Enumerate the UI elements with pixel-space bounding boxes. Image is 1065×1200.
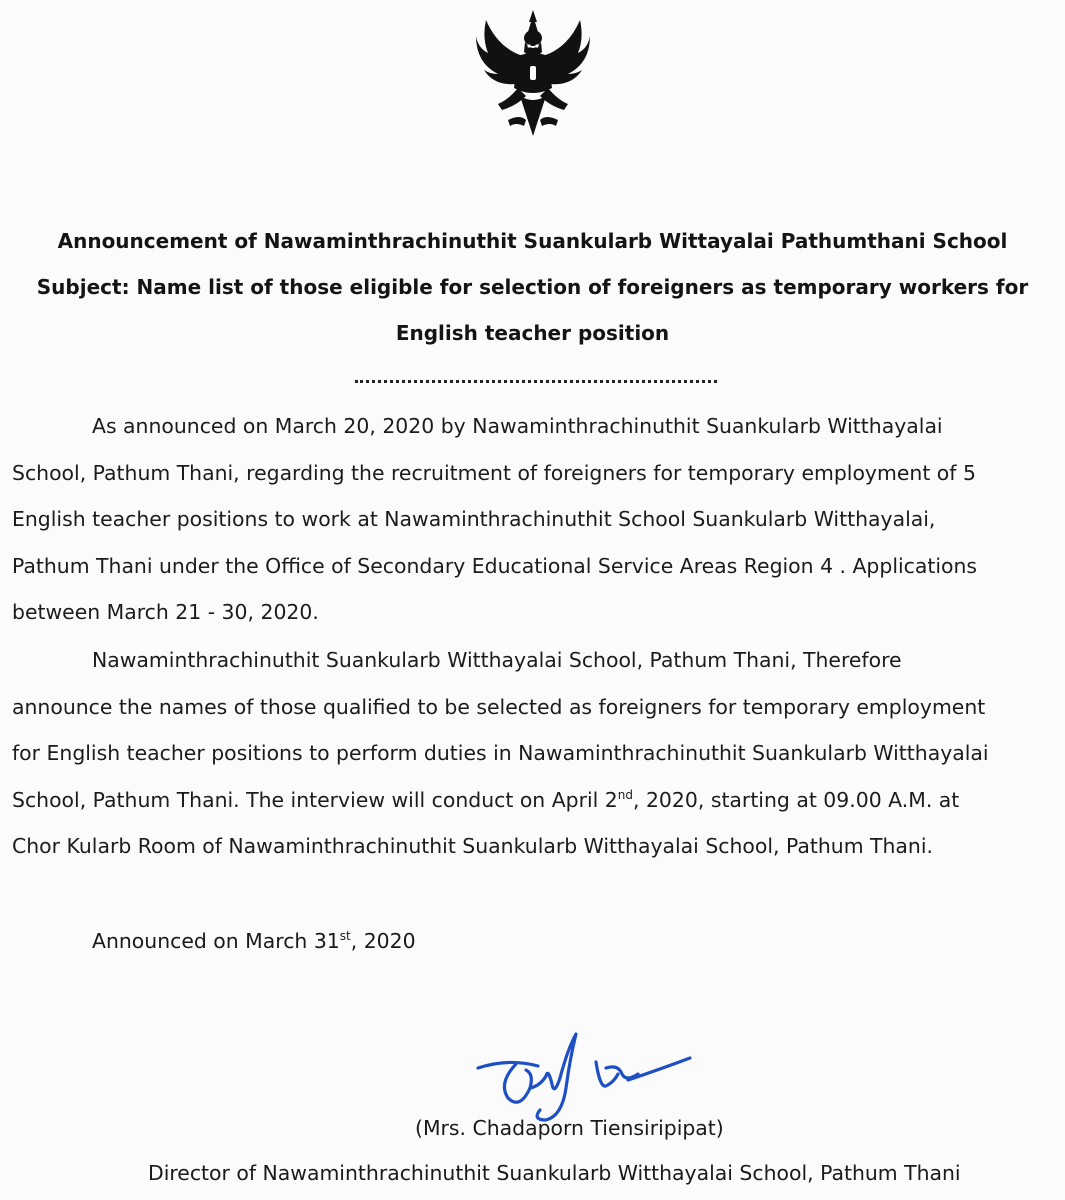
- body-paragraph-1: [12, 403, 1057, 636]
- dotted-divider: [355, 372, 717, 383]
- paragraph-line: announce the names of those qualified to be selected as foreigners for temporary employment: [12, 694, 986, 719]
- paragraph-line: between March 21 - 30, 2020.: [12, 600, 319, 625]
- signatory-name: (Mrs. Chadaporn Tiensiripipat): [415, 1116, 724, 1140]
- interview-text-before: School, Pathum Thani. The interview will conduct on April 2: [12, 787, 618, 812]
- heading-subject-continued: English teacher position: [395, 321, 670, 345]
- body-paragraph-2: [12, 637, 1057, 870]
- garuda-emblem-icon: [468, 8, 598, 138]
- paragraph-line: School, Pathum Thani, regarding the recruitment of foreigners for temporary employment of 5: [12, 460, 976, 485]
- interview-text-after: , 2020, starting at 09.00 A.M. at: [633, 787, 960, 812]
- announcement-heading: [10, 218, 1055, 356]
- signatory-title: Director of Nawaminthrachinuthit Suankularb Witthayalai School, Pathum Thani: [148, 1161, 961, 1185]
- paragraph-line: As announced on March 20, 2020 by Nawaminthrachinuthit Suankularb Witthayalai: [92, 414, 943, 438]
- paragraph-line: English teacher positions to work at Nawaminthrachinuthit School Suankularb Witthayalai,: [12, 507, 936, 532]
- heading-subject: Subject: Name list of those eligible for selection of foreigners as temporary workers for: [36, 275, 1029, 299]
- announced-text: Announced on March 31: [92, 929, 340, 953]
- paragraph-line: for English teacher positions to perform duties in Nawaminthrachinuthit Suankularb Witthayalai: [12, 741, 989, 766]
- paragraph-line-interview-date: [12, 777, 1057, 824]
- paragraph-line: Pathum Thani under the Office of Secondary Educational Service Areas Region 4 . Applications: [12, 553, 978, 578]
- ordinal-suffix: nd: [617, 787, 633, 802]
- announced-year: , 2020: [350, 929, 416, 953]
- paragraph-line: Nawaminthrachinuthit Suankularb Witthayalai School, Pathum Thani, Therefore: [92, 648, 902, 672]
- heading-title: Announcement of Nawaminthrachinuthit Suankularb Wittayalai Pathumthani School: [57, 229, 1008, 253]
- paragraph-line: Chor Kularb Room of Nawaminthrachinuthit Suankularb Witthayalai School, Pathum Thani.: [12, 834, 933, 859]
- announcement-date: [92, 918, 416, 964]
- ordinal-suffix: st: [339, 929, 351, 944]
